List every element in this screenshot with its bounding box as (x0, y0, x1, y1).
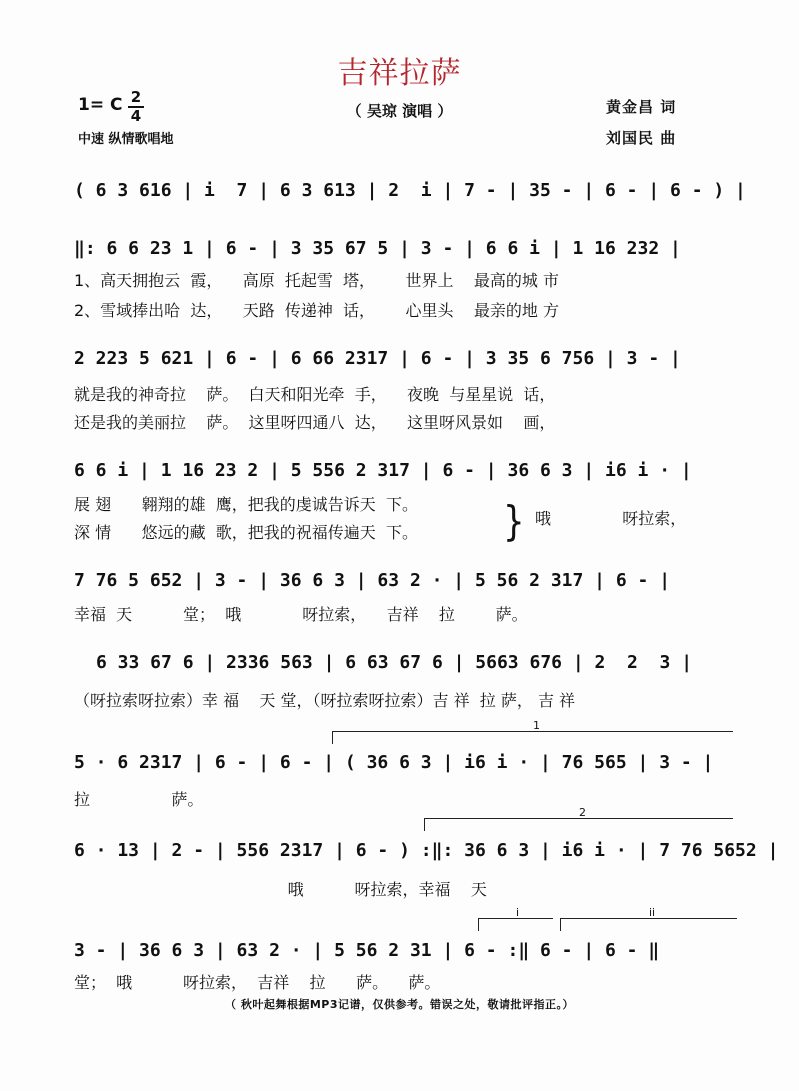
ending-label-2: 2 (579, 806, 586, 819)
lyric-brace-text: 哦 呀拉索， (535, 509, 687, 528)
ending-label-ii: ii (649, 906, 656, 919)
ending-label-i: i (516, 906, 520, 919)
notation-line-9: 3 - | 36 6 3 | 63 2 · | 5 56 2 31 | 6 - :‖ 6 - | 6 - ‖ (74, 940, 660, 961)
notation-line-1: ( 6 3 616 | i 7 | 6 3 613 | 2 i | 7 - | 35 - | 6 - | 6 - ) | (74, 180, 746, 201)
notation-line-2: ‖: 6 6 23 1 | 6 - | 3 35 67 5 | 3 - | 6 6 i | 1 16 232 | (74, 238, 681, 259)
key-signature: 1= C (78, 95, 123, 115)
notation-line-8: 6 · 13 | 2 - | 556 2317 | 6 - ) :‖: 36 6 3 | i6 i · | 7 76 5652 | (74, 840, 779, 861)
ending-bracket-ii (560, 906, 737, 931)
brace-symbol: } (503, 498, 525, 546)
ending-label-1: 1 (533, 719, 540, 732)
ending-bracket-2 (424, 806, 733, 831)
ending-bracket-1 (332, 719, 733, 744)
notation-line-4: 6 6 i | 1 16 23 2 | 5 556 2 317 | 6 - | 36 6 3 | i6 i · | (74, 460, 692, 481)
lyric-line-9: 堂； 哦 呀拉索， 吉祥 拉 萨。 萨。 (74, 973, 441, 992)
singer-credit: （ 吴琼 演唱 ） (346, 102, 453, 120)
lyric-line-2b: 2、雪域捧出哈 达， 天路 传递神 话， 心里头 最亲的地 方 (74, 301, 559, 320)
song-title: 吉祥拉萨 (337, 56, 462, 91)
lyric-line-6: （呀拉索呀拉索）幸 福 天 堂，（呀拉索呀拉索）吉 祥 拉 萨， 吉 祥 (74, 691, 576, 710)
lyric-line-2a: 1、高天拥抱云 霞， 高原 托起雪 塔， 世界上 最高的城 市 (74, 271, 559, 290)
time-signature-bottom: 4 (130, 107, 142, 125)
lyric-line-7: 拉 萨。 (74, 790, 204, 809)
transcription-note: （ 秋叶起舞根据MP3记谱，仅供参考。错误之处，敬请批评指正。） (225, 998, 574, 1011)
notation-line-6: 6 33 67 6 | 2336 563 | 6 63 67 6 | 5663 676 | 2 2 3 | (96, 652, 693, 673)
notation-line-5: 7 76 5 652 | 3 - | 36 6 3 | 63 2 · | 5 56 2 317 | 6 - | (74, 570, 671, 591)
ending-bracket-i (478, 906, 553, 931)
lyricist-credit: 黄金昌 词 (606, 98, 677, 116)
notation-line-3: 2 223 5 621 | 6 - | 6 66 2317 | 6 - | 3 35 6 756 | 3 - | (74, 348, 681, 369)
lyric-line-3a: 就是我的神奇拉 萨。 白天和阳光牵 手， 夜晚 与星星说 话， (74, 385, 556, 404)
notation-line-7: 5 · 6 2317 | 6 - | 6 - | ( 36 6 3 | i6 i · | 76 565 | 3 - | (74, 752, 714, 773)
lyric-line-8: 哦 呀拉索，幸福 天 (74, 880, 487, 899)
lyric-line-3b: 还是我的美丽拉 萨。 这里呀四通八 达， 这里呀风景如 画， (74, 413, 556, 432)
composer-credit: 刘国民 曲 (606, 129, 677, 147)
time-signature-top: 2 (130, 88, 142, 106)
lyric-line-4b: 深 情 悠远的藏 歌，把我的祝福传遍天 下。 (74, 523, 418, 542)
lyric-line-5: 幸福 天 堂； 哦 呀拉索， 吉祥 拉 萨。 (74, 605, 528, 624)
tempo-marking: 中速 纵情歌唱地 (78, 132, 174, 147)
lyric-line-4a: 展 翅 翱翔的雄 鹰，把我的虔诚告诉天 下。 (74, 495, 418, 514)
